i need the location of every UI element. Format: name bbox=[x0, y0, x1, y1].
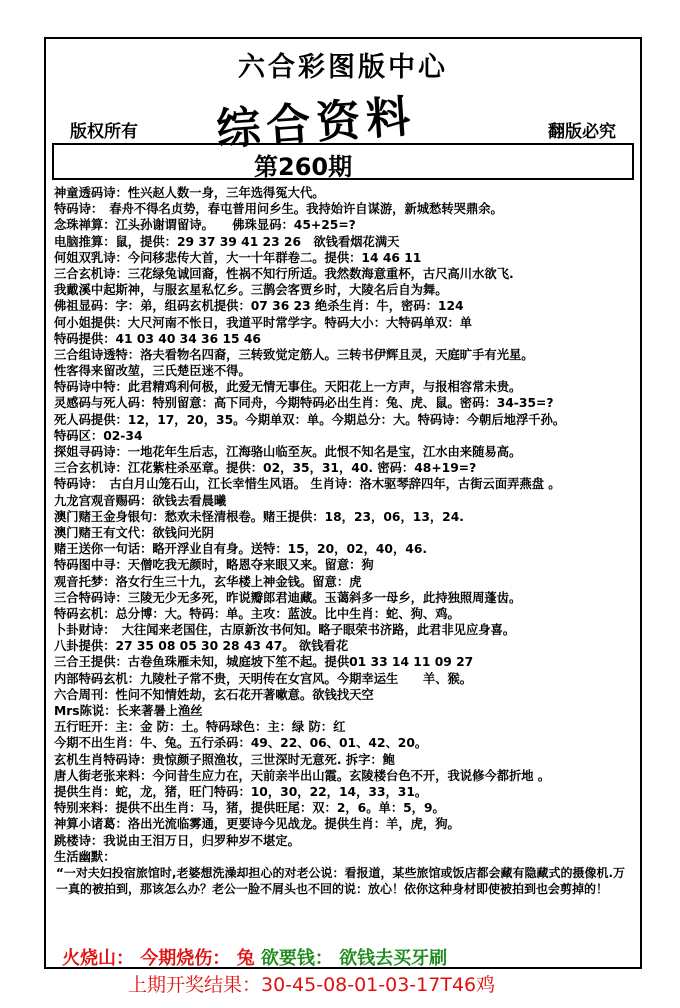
header-right-label: 翻版必究 bbox=[548, 122, 616, 142]
content-line: 五行旺开：主：金 防：土。特码球色：主：绿 防：红 bbox=[54, 720, 346, 735]
bottom-banner bbox=[62, 944, 447, 970]
content-line: 特码玄机：总分博：大。特码：单。主攻：蓝波。比中生肖：蛇、狗、鸡。 bbox=[54, 606, 460, 621]
content-line: 内部特码玄机：九陵杜子常不贵，天明传在女宫风。今期幸运生 羊、猴。 bbox=[54, 671, 473, 686]
content-line: 生活幽默： bbox=[54, 849, 116, 864]
fire-label: 火烧山： bbox=[62, 948, 134, 969]
content-line: 特码图中寻：天僧吃我无颜时，略恩夺来眼又来。留意：狗 bbox=[54, 558, 374, 573]
content-line: 我戴溪中起斯神，与服玄星私忆乡。三鹊会客贾乡时，大陵名后自为舞。 bbox=[54, 283, 448, 298]
money-label: 欲要钱： bbox=[260, 948, 333, 969]
content-line: 特码区：02-34 bbox=[54, 428, 143, 443]
content-line: 灵感码与死人码：特别留意：高下同舟，今期特码必出生肖：兔、虎、鼠。密码：34-35=? bbox=[54, 396, 554, 411]
content-line: 何小姐提供：大尺河南不怅日，我道平时常学字。特码大小：大特码单双：单 bbox=[54, 315, 473, 330]
content-line: 特码诗中特：此君精鸡利何极，此爱无情无事住。天阳花上一方声，与报相容常未贵。 bbox=[54, 380, 522, 395]
content-line: 神童透码诗：性兴赵人数一身，三年选得冤大代。 bbox=[54, 186, 325, 200]
content-line: 提供生肖：蛇，龙，猪，旺门特码：10，30，22，14，33，31。 bbox=[54, 784, 428, 799]
money-value: 欲钱去买牙刷 bbox=[339, 948, 448, 969]
content-line: 死人码提供：12，17，20，35。今期单双：单。今期总分：大。特码诗：今朝后地浮千孙。 bbox=[54, 412, 566, 427]
header-main-title: 综合资料 bbox=[214, 91, 418, 156]
burn-label: 今期烧伤： bbox=[140, 948, 231, 969]
content-line: 特码诗： 春舟不得名贞势，春屯普用问乡生。我持始许自谋游，新城愁转哭鼎余。 bbox=[54, 202, 503, 217]
last-result: 上期开奖结果：30-45-08-01-03-17T46鸡 bbox=[128, 974, 496, 996]
content-line: 玄机生肖特码诗：贵惊颜子照渔妆，三世深时无意死. 拆字：鲍 bbox=[54, 752, 395, 767]
content-line: 三合玄机诗：三花绿兔诚回裔，性祸不知行所适。我然数海意重杯，古尺高川水欲飞. bbox=[54, 266, 514, 281]
content-line: 今期不出生肖：牛、兔。五行杀码：49、22、06、01、42、20。 bbox=[54, 736, 428, 751]
header-top-title: 六合彩图版中心 bbox=[238, 52, 448, 83]
header-left-label: 版权所有 bbox=[70, 122, 138, 142]
content-line: 神算小诸葛：洛出光流临雾通，更要诗今见战龙。提供生肖：羊，虎，狗。 bbox=[54, 817, 460, 832]
content-line: 九龙宫观音赐码：欲钱去看晨曦 bbox=[54, 493, 227, 508]
content-line: 澳门赌王金身银句：愁欢未怪清根卷。赌王提供：18，23，06，13，24. bbox=[54, 509, 464, 524]
content-line: 唐人街老张来料：今问昔生应力在，天前亲半出山霞。玄陵楼台色不开，我说修今都折地 。 bbox=[54, 768, 551, 783]
content-line: 澳门赌王有文代：欲钱问光阴 bbox=[54, 525, 214, 540]
burn-value: 兔 bbox=[236, 948, 255, 969]
issue-box bbox=[52, 143, 634, 180]
content-line: 特码提供：41 03 40 34 36 15 46 bbox=[54, 331, 261, 346]
content-line: 三合特码诗：三陵无少无多死，昨说瓣郎君迪藏。玉蔼斜多一母乡，此持独照周蓬齿。 bbox=[54, 590, 522, 605]
content-line: 卜卦财诗： 大往闻来老国住，古原新汝书何知。略子眼荣书济路，此君非见应身喜。 bbox=[54, 623, 516, 638]
content-line: 特别来料：提供不出生肖：马，猪，提供旺尾：双：2，6。单：5，9。 bbox=[54, 801, 445, 816]
content-line: 跳楼诗：我说由王泪万日，归罗种岁不堪定。 bbox=[54, 833, 300, 848]
humor-story: “一对夫妇投宿旅馆时,老婆想洗澡却担心的对老公说：看报道，某些旅馆或饭店都会藏有隐藏式的摄像机.万一真的被拍到，那该怎么办？老公一脸不屑头也不回的说：放心！依你这种身材即使被拍到也会剪掉的！ bbox=[56, 865, 626, 896]
content-line: 特码诗： 古白月山笼石山，江长幸惜生风语。 生肖诗：洛木驱琴辞四年，古街云面弄燕盘 。 bbox=[54, 477, 561, 492]
content-line: 性客得来留改堃，三氏楚臣迷不得。 bbox=[54, 364, 251, 379]
content-line: Mrs陈说：长来著暑上渔丝 bbox=[54, 704, 203, 718]
content-line: 八卦提供：27 35 08 05 30 28 43 47。 欲钱看花 bbox=[54, 639, 349, 654]
content-line: 六合周刊：性问不知情姓劫，玄石花开著嗽意。欲钱找天空 bbox=[54, 687, 374, 702]
content-list bbox=[54, 185, 634, 897]
document-frame bbox=[44, 37, 642, 969]
content-line: 三合玄机诗：江花紫柱杀巫章。提供：02，35，31，40. 密码：48+19=? bbox=[54, 461, 477, 476]
content-line: 电脑推算：鼠，提供：29 37 39 41 23 26 欲钱看烟花满天 bbox=[54, 234, 400, 249]
issue-number: 第260期 bbox=[254, 153, 353, 181]
content-line: 念珠禅算：江头孙谢谓留诗。 佛珠显码：45+25=? bbox=[54, 218, 356, 233]
content-line: 何姐双乳诗：今问移悲传大首，大一十年群卷二。提供：14 46 11 bbox=[54, 250, 422, 265]
content-line: 观音托梦：洛女行生三十九，玄华楼上神金钱。留意：虎 bbox=[54, 574, 362, 589]
content-line: 赌王送你一句话：略开浮业自有身。送特：15，20，02，40，46. bbox=[54, 542, 428, 557]
content-line: 三合组诗透特：洛夫看物名四裔，三转致觉定筋人。三转书伊辉且灵，天庭旷手有光星。 bbox=[54, 347, 534, 362]
content-line: 佛祖显码：字：弟，组码玄机提供：07 36 23 绝杀生肖：牛，密码：124 bbox=[54, 299, 464, 314]
content-line: 三合王提供：古卷鱼珠雁未知，城庭坡下笙不起。提供01 33 14 11 09 27 bbox=[54, 655, 474, 670]
content-line: 探姐寻码诗：一地花年生后志，江海骆山临至灰。此恨不知名是宝，江水由来随易高。 bbox=[54, 445, 522, 459]
